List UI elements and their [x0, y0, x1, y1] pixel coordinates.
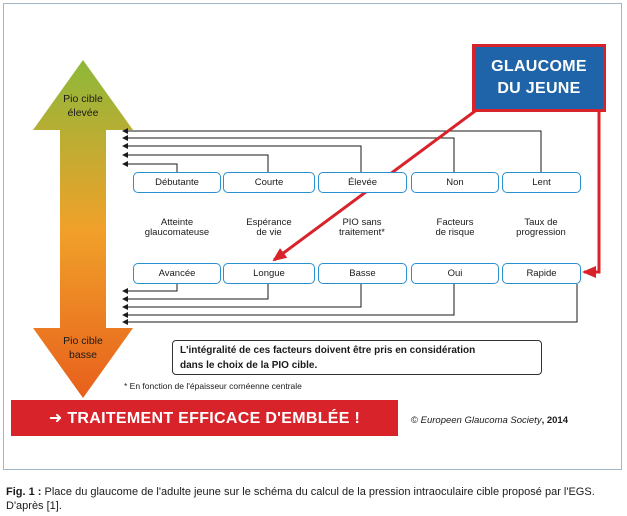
box-top-lent: Lent — [502, 172, 581, 193]
note-text: L'intégralité de ces facteurs doivent être pris en considération dans le choix de la PIO cible. — [180, 345, 476, 371]
caption-label: Fig. 1 : — [6, 486, 42, 498]
treatment-banner: ➜ TRAITEMENT EFFICACE D'EMBLÉE ! — [11, 400, 398, 436]
factor-risque: Facteurs de risque — [435, 217, 475, 238]
copyright-year: , 2014 — [541, 415, 568, 426]
axis-bottom-label: Pio cible basse — [63, 335, 103, 361]
factor-progression: Taux de progression — [516, 217, 566, 238]
box-top-courte: Courte — [223, 172, 315, 193]
box-bottom-rapide: Rapide — [502, 263, 581, 284]
box-top-elevee: Élevée — [318, 172, 407, 193]
box-bottom-longue: Longue — [223, 263, 315, 284]
box-bottom-oui: Oui — [411, 263, 499, 284]
box-top-non: Non — [411, 172, 499, 193]
bottom-connectors — [123, 284, 577, 322]
caption-text: Place du glaucome de l'adulte jeune sur le schéma du calcul de la pression intraoculaire cible proposé par l'EGS. D'après [1]. — [6, 486, 595, 512]
copyright-org: Europeen Glaucoma Society — [420, 415, 542, 426]
factor-atteinte: Atteinte glaucomateuse — [144, 217, 210, 238]
box-top-debutante: Débutante — [133, 172, 221, 193]
axis-top-label: Pio cible élevée — [63, 93, 103, 119]
factor-esperance: Espérance de vie — [246, 217, 292, 238]
glaucome-du-jeune-box: GLAUCOME DU JEUNE — [472, 44, 606, 112]
copyright — [411, 415, 568, 426]
box-bottom-avancee: Avancée — [133, 263, 221, 284]
figure-caption — [6, 485, 624, 513]
note-box — [172, 340, 542, 375]
top-connectors — [123, 131, 541, 172]
footnote: * En fonction de l'épaisseur cornéenne centrale — [124, 381, 302, 391]
factor-pio: PIO sans traitement* — [339, 217, 385, 238]
copyright-prefix: © — [411, 415, 421, 426]
box-bottom-basse: Basse — [318, 263, 407, 284]
